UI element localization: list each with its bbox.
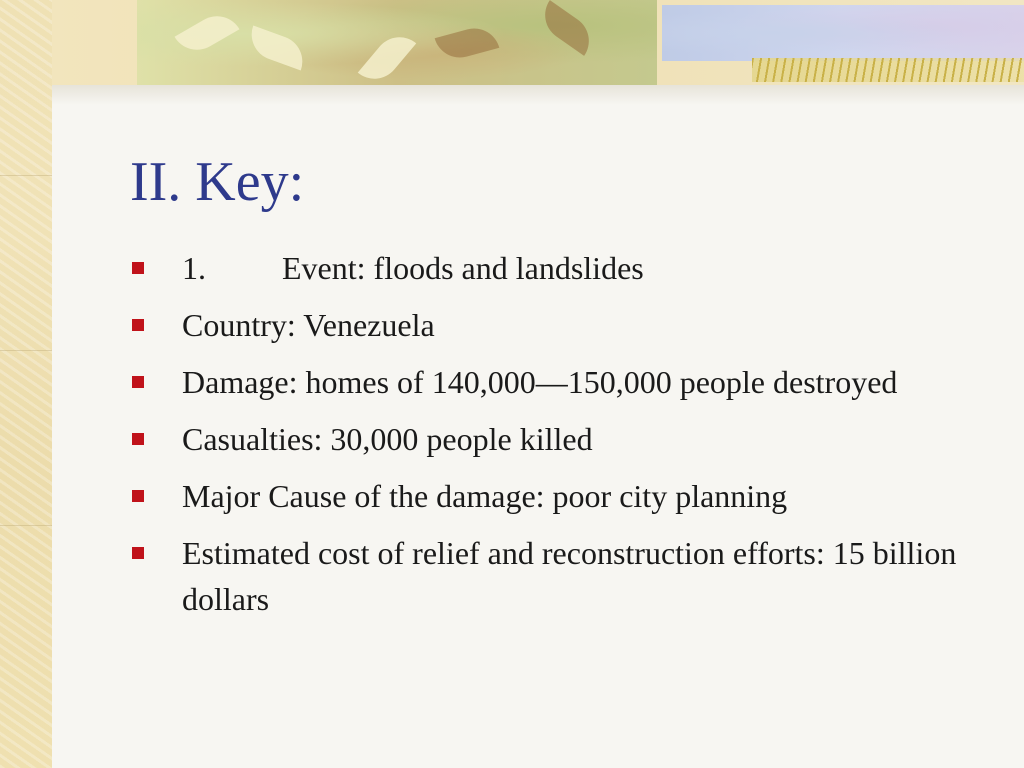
bullet-major-cause bbox=[130, 473, 980, 519]
square-bullet-icon bbox=[132, 319, 144, 331]
bullet-country bbox=[130, 302, 980, 348]
square-bullet-icon bbox=[132, 262, 144, 274]
bullet-text: Estimated cost of relief and reconstruction efforts: 15 billion dollars bbox=[182, 535, 957, 617]
leaf-icon bbox=[535, 0, 599, 56]
bullet-estimated-cost bbox=[130, 530, 980, 622]
strip-seam bbox=[0, 350, 52, 351]
leaf-icon bbox=[244, 26, 309, 71]
square-bullet-icon bbox=[132, 433, 144, 445]
strip-seam bbox=[0, 175, 52, 176]
leaf-icon bbox=[435, 23, 500, 64]
bullet-number: 1. bbox=[182, 250, 206, 286]
bullet-casualties bbox=[130, 416, 980, 462]
square-bullet-icon bbox=[132, 547, 144, 559]
bullet-text: Casualties: 30,000 people killed bbox=[182, 421, 593, 457]
bullet-damage bbox=[130, 359, 980, 405]
leaf-image-panel bbox=[137, 0, 657, 85]
leaf-icon bbox=[175, 7, 240, 60]
square-bullet-icon bbox=[132, 376, 144, 388]
square-bullet-icon bbox=[132, 490, 144, 502]
slide-title: II. Key: bbox=[130, 151, 305, 213]
page-shadow bbox=[52, 85, 1024, 105]
top-decorative-banner bbox=[52, 0, 1024, 85]
bullet-event bbox=[130, 245, 980, 291]
left-decorative-strip bbox=[0, 0, 52, 768]
leaf-icon bbox=[358, 27, 416, 85]
bullet-text: Major Cause of the damage: poor city planning bbox=[182, 478, 788, 514]
bullet-text: Country: Venezuela bbox=[182, 307, 435, 343]
blue-flower-image-panel bbox=[662, 5, 1024, 61]
grass-image-strip bbox=[752, 58, 1024, 82]
bullet-text: Damage: homes of 140,000—150,000 people destroyed bbox=[182, 364, 898, 400]
strip-seam bbox=[0, 525, 52, 526]
bullet-list bbox=[130, 245, 980, 633]
bullet-text: Event: floods and landslides bbox=[282, 250, 644, 286]
